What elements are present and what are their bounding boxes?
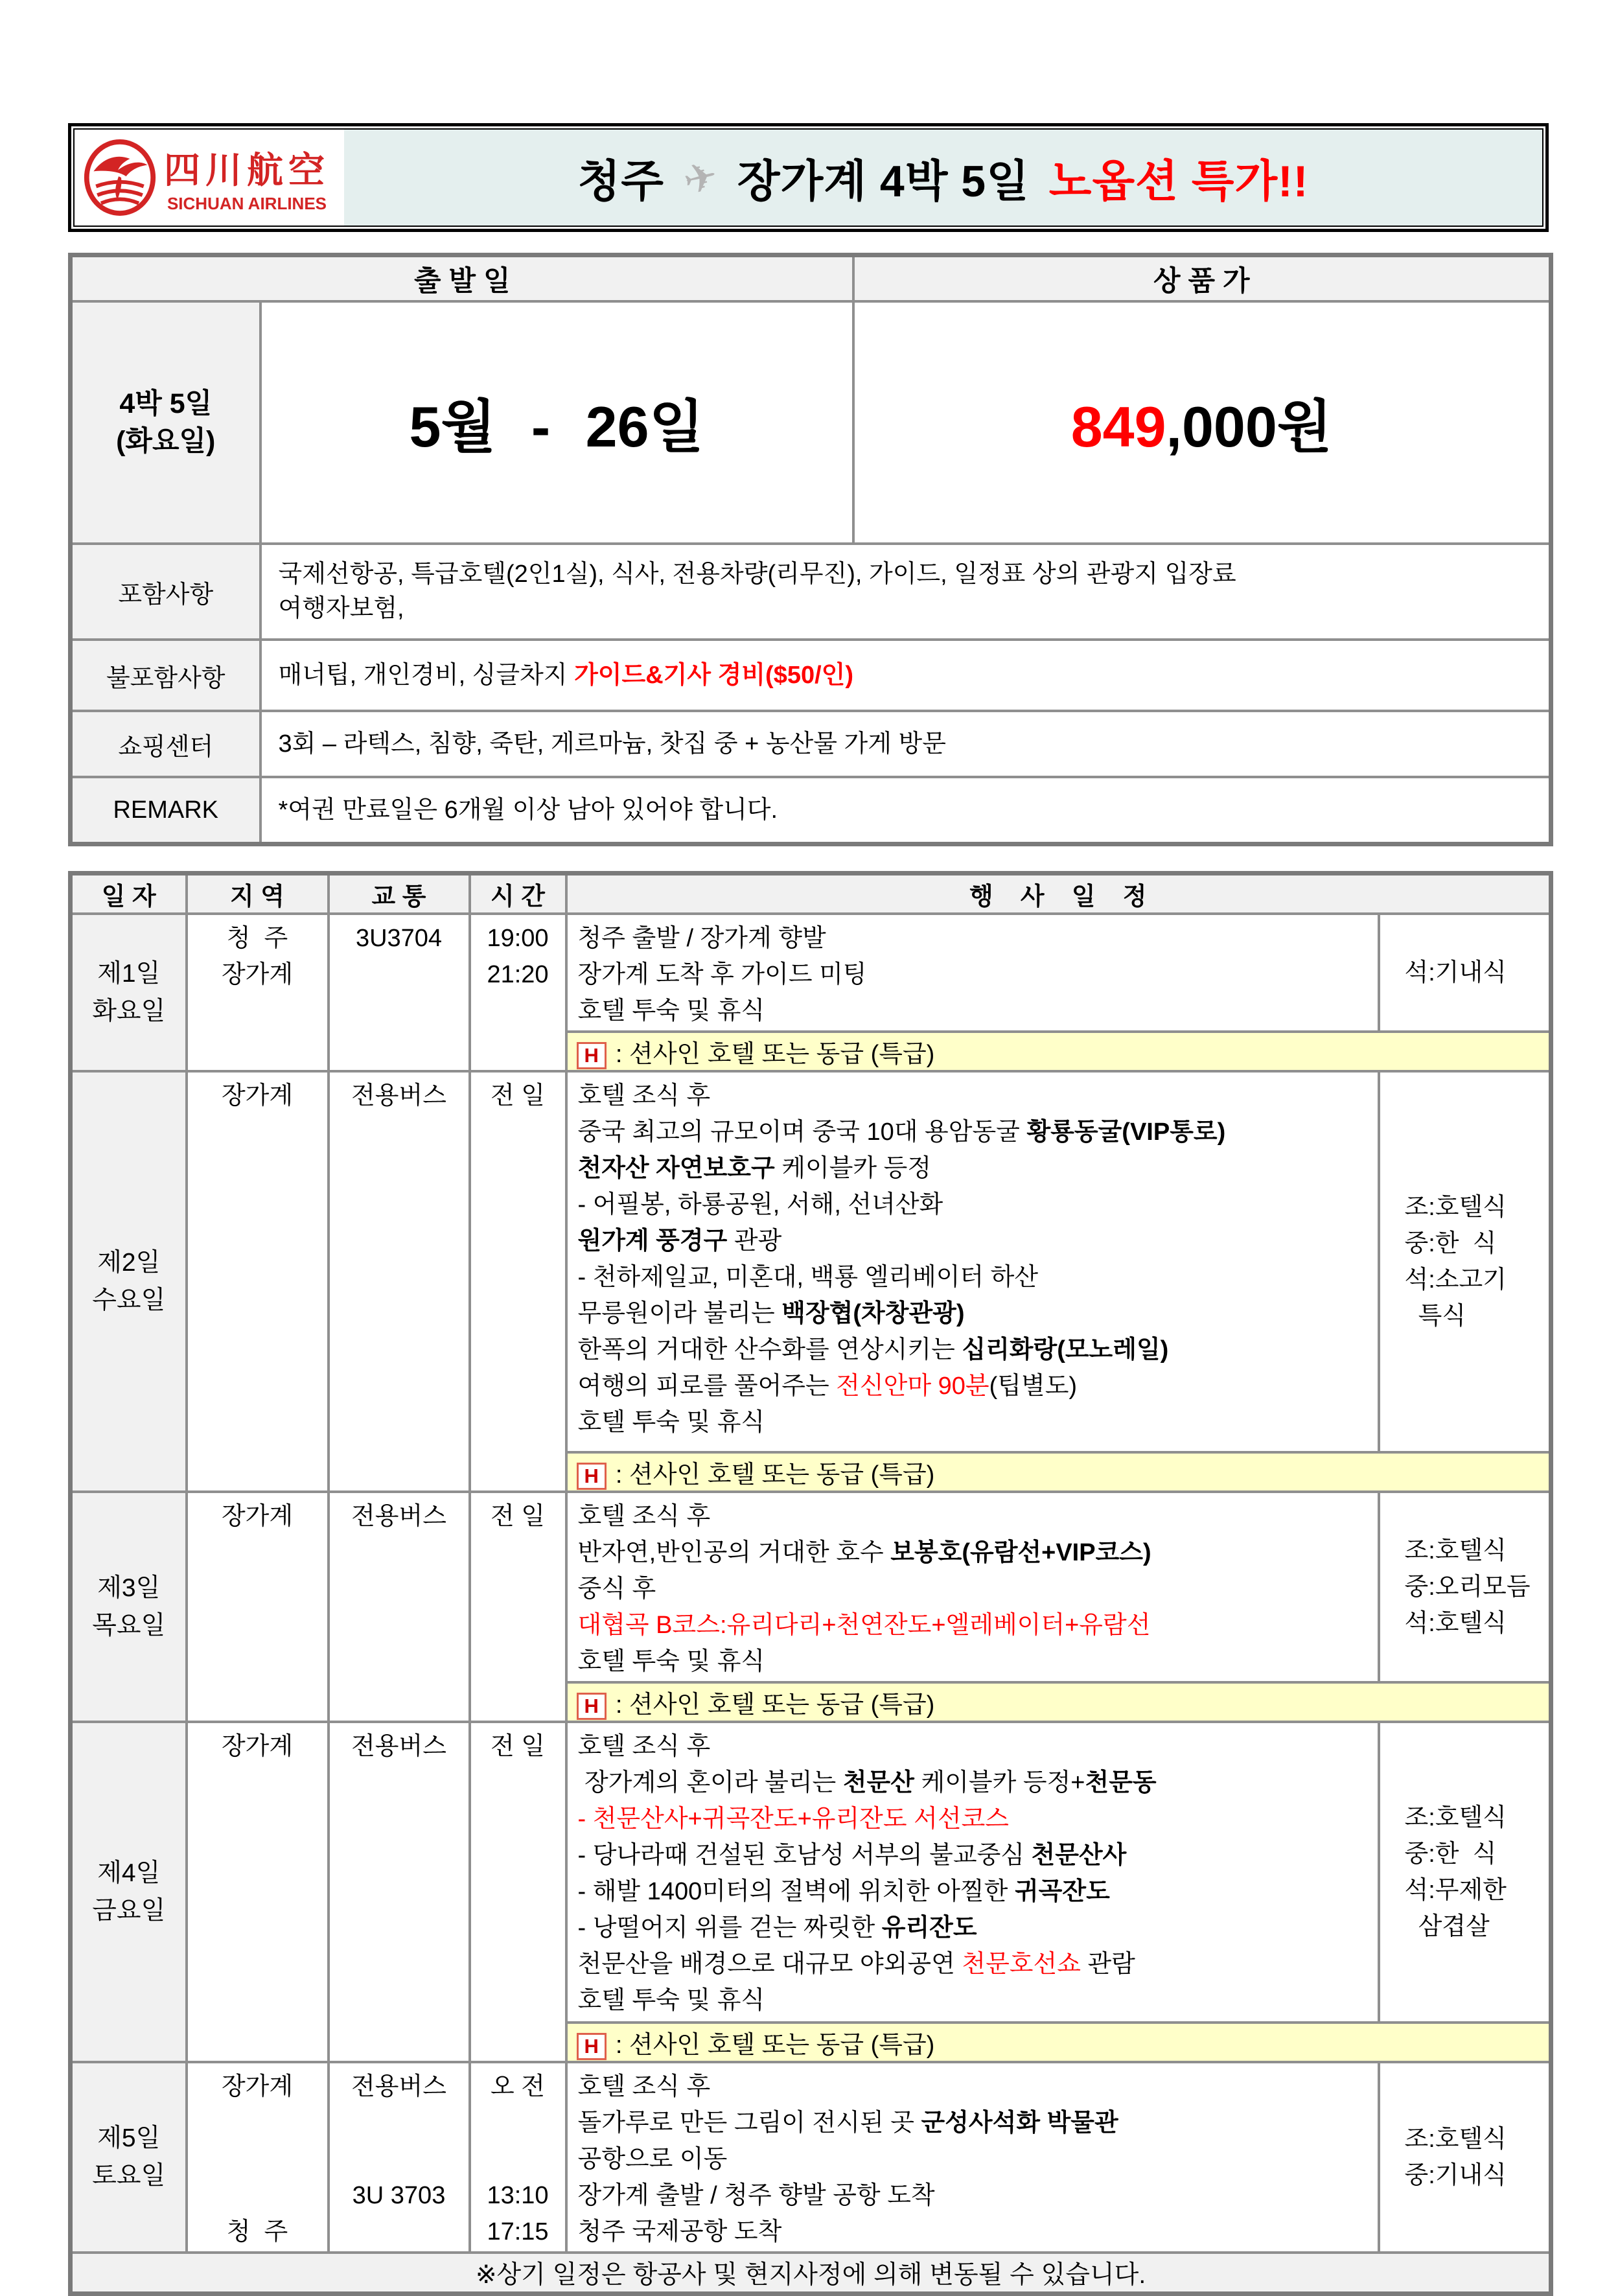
meals-cell <box>1379 1071 1551 1452</box>
cell-line: 전용버스 <box>351 1082 446 1109</box>
day-cell <box>71 1722 187 2062</box>
transport-cell <box>329 1492 470 1722</box>
text-segment: 천문산 <box>842 1769 914 1796</box>
text-segment: 호텔 투숙 및 휴식 <box>577 1987 765 2014</box>
text-segment: 대협곡 B코스:유리다리+천연잔도+엘레베이터+유람선 <box>577 1612 1151 1639</box>
info-value-line <box>279 658 1543 693</box>
cell-line: 장가계 <box>221 1082 294 1109</box>
schedule-line <box>578 1982 1371 2019</box>
itinerary-day-row <box>71 914 1551 1032</box>
transport-cell <box>329 1722 470 2062</box>
schedule-cell <box>566 2062 1379 2253</box>
day-weekday: 목요일 <box>92 1611 166 1640</box>
info-row-label: 포함사항 <box>71 544 260 640</box>
text-segment: 청주 국제공항 도착 <box>577 2218 782 2245</box>
info-row-value <box>260 544 1551 640</box>
text-segment: 백장협(차창관광) <box>781 1300 965 1327</box>
cell-line: 석:기내식 <box>1404 959 1507 986</box>
text-segment: 중식 후 <box>577 1575 656 1603</box>
footer-note-row <box>71 2253 1551 2294</box>
cell-line: 청 주 <box>226 2218 288 2245</box>
itinerary-day-row <box>71 1492 1551 1682</box>
text-segment: 3회 – 라텍스, 침향, 죽탄, 게르마늄, 찻집 중 + 농산물 가게 방문 <box>278 730 946 758</box>
cell-line: 석:호텔식 <box>1404 1610 1507 1637</box>
schedule-line <box>578 1643 1371 1680</box>
hotel-icon: H <box>577 1693 607 1720</box>
schedule-line <box>578 2105 1371 2141</box>
cell-line: 장가계 <box>221 1733 294 1760</box>
text-segment: *여권 만료일은 6개월 이상 남아 있어야 합니다. <box>278 796 778 824</box>
schedule-line <box>578 2141 1371 2177</box>
hotel-note-text: : 션사인 호텔 또는 동급 (특급) <box>615 1041 935 1068</box>
time-cell <box>470 1722 566 2062</box>
schedule-line <box>578 1498 1371 1535</box>
text-segment: 호텔 조식 후 <box>577 2073 711 2100</box>
cell-line: 특식 <box>1404 1303 1466 1330</box>
duration-cell <box>71 301 260 544</box>
document-content <box>68 123 1549 2296</box>
cell-line <box>330 2141 468 2177</box>
schedule-line <box>578 1607 1371 1643</box>
cell-line <box>189 2141 327 2177</box>
cell-line: 중:오리모듬 <box>1404 1573 1531 1601</box>
day-cell <box>71 1492 187 1722</box>
text-segment: 케이블카 등정 <box>774 1155 932 1182</box>
cell-line: 장가계 <box>221 961 294 988</box>
text-segment: 원가계 풍경구 <box>577 1227 728 1255</box>
airline-bird-logo-icon <box>82 138 157 217</box>
transport-cell <box>329 2062 470 2253</box>
header-time: 시 간 <box>470 874 566 914</box>
text-segment: 한폭의 거대한 산수화를 연상시키는 <box>577 1336 962 1363</box>
airline-logo-text <box>164 142 330 214</box>
text-segment: 호텔 조식 후 <box>577 1082 711 1109</box>
info-row-value <box>260 777 1551 844</box>
cell-line: 전용버스 <box>351 2073 446 2100</box>
itinerary-day-row <box>71 2062 1551 2253</box>
day-number: 제5일 <box>97 2124 161 2152</box>
airline-name-chinese: 四川航空 <box>164 150 330 191</box>
text-segment: 무릉원이라 불리는 <box>577 1300 782 1327</box>
cell-line: 조:호텔식 <box>1404 1804 1507 1831</box>
cell-line: 3U3704 <box>355 925 443 952</box>
text-segment: 중국 최고의 규모이며 중국 10대 용암동굴 <box>577 1119 1027 1146</box>
schedule-line <box>578 1078 1371 1114</box>
text-segment: 호텔 투숙 및 휴식 <box>577 1409 765 1436</box>
hotel-icon: H <box>577 1042 607 1069</box>
schedule-cell <box>566 914 1379 1032</box>
text-segment: 천문산사 <box>1031 1842 1127 1869</box>
day-weekday: 수요일 <box>92 1286 166 1314</box>
info-value-line <box>279 793 1543 828</box>
text-segment: 천문호선쇼 <box>962 1951 1081 1978</box>
text-segment: 여행의 피로를 풀어주는 <box>577 1373 837 1400</box>
day-weekday: 금요일 <box>92 1896 166 1925</box>
title-highlight: 노옵션 특가!! <box>1048 156 1309 206</box>
day-weekday: 토요일 <box>92 2162 166 2190</box>
info-row-label: 쇼핑센터 <box>71 711 260 777</box>
info-row-value <box>260 640 1551 711</box>
departure-date-cell: 5월 - 26일 <box>260 301 853 544</box>
text-segment: 십리화랑(모노레일) <box>962 1336 1169 1363</box>
cell-line: 13:10 <box>487 2182 549 2209</box>
schedule-line <box>578 1765 1371 1801</box>
info-table-header-row <box>71 255 1551 302</box>
schedule-cell <box>566 1492 1379 1682</box>
info-row <box>71 777 1551 844</box>
schedule-cell <box>566 1722 1379 2023</box>
cell-line <box>472 2105 564 2141</box>
itinerary-day-row <box>71 1722 1551 2023</box>
region-cell <box>187 1071 329 1492</box>
header-date: 일 자 <box>71 874 187 914</box>
header-banner-inner <box>73 128 1543 227</box>
text-segment: 돌가루로 만든 그림이 전시된 곳 <box>577 2109 921 2137</box>
footer-note: ※상기 일정은 항공사 및 현지사정에 의해 변동될 수 있습니다. <box>71 2253 1551 2294</box>
duration-label: 4박 5일 <box>119 388 213 419</box>
cell-line: 전 일 <box>491 1733 545 1760</box>
text-segment: 케이블카 등정+ <box>914 1769 1085 1796</box>
title-destination: 장가계 4박 5일 <box>737 156 1030 206</box>
text-segment: 군성사석화 박물관 <box>921 2109 1118 2137</box>
region-cell <box>187 1722 329 2062</box>
itinerary-day-row <box>71 1071 1551 1452</box>
schedule-line <box>578 2069 1371 2105</box>
text-segment: 공항으로 이동 <box>577 2146 728 2173</box>
schedule-line <box>578 1571 1371 1607</box>
schedule-line <box>578 1801 1371 1837</box>
text-segment: 천자산 자연보호구 <box>577 1155 775 1182</box>
day-number: 제4일 <box>97 1859 161 1887</box>
cell-line: 오 전 <box>491 2073 545 2100</box>
sichuan-airlines-logo <box>75 130 344 226</box>
cell-line: 17:15 <box>487 2218 549 2245</box>
meals-cell <box>1379 1492 1551 1682</box>
text-segment: - 천문산사+귀곡잔도+유리잔도 서선코스 <box>577 1805 1009 1833</box>
price-row <box>71 301 1551 544</box>
cell-line: 장가계 <box>221 1503 294 1530</box>
cell-line: 전용버스 <box>351 1733 446 1760</box>
cell-line: 청 주 <box>226 925 288 952</box>
transport-cell <box>329 914 470 1071</box>
cell-line: 전용버스 <box>351 1503 446 1530</box>
meals-cell <box>1379 1722 1551 2023</box>
meals-cell <box>1379 914 1551 1032</box>
duration-weekday: (화요일) <box>116 426 216 457</box>
time-cell <box>470 914 566 1071</box>
text-segment: 관광 <box>727 1227 782 1255</box>
hotel-note-cell <box>566 1452 1551 1492</box>
hotel-note-text: : 션사인 호텔 또는 동급 (특급) <box>615 1461 935 1489</box>
text-segment: - 낭떨어지 위를 걷는 짜릿한 <box>577 1914 882 1942</box>
text-segment: 호텔 조식 후 <box>577 1503 711 1530</box>
region-cell <box>187 914 329 1071</box>
text-segment: 장가계 출발 / 청주 향발 공항 도착 <box>577 2182 935 2209</box>
schedule-line <box>578 1837 1371 1873</box>
text-segment: 호텔 투숙 및 휴식 <box>577 1648 765 1675</box>
day-weekday: 화요일 <box>92 997 166 1025</box>
info-row <box>71 640 1551 711</box>
cell-line <box>189 2105 327 2141</box>
schedule-line <box>578 1946 1371 1982</box>
page-title <box>344 146 1542 209</box>
price-cell <box>853 301 1551 544</box>
cell-line <box>472 2141 564 2177</box>
text-segment: 반자연,반인공의 거대한 호수 <box>577 1539 891 1566</box>
schedule-line <box>578 957 1371 993</box>
schedule-line <box>578 1223 1371 1259</box>
schedule-line <box>578 1368 1371 1404</box>
day-number: 제3일 <box>97 1573 161 1602</box>
cell-line: 조:호텔식 <box>1404 1537 1507 1564</box>
schedule-line <box>578 1259 1371 1295</box>
text-segment: 귀곡잔도 <box>1014 1878 1110 1905</box>
price-amount: 849 <box>1070 395 1166 459</box>
text-segment: 유리잔도 <box>881 1914 977 1942</box>
title-origin: 청주 <box>577 156 664 206</box>
day-number: 제2일 <box>97 1248 161 1277</box>
schedule-line <box>578 2214 1371 2250</box>
time-cell <box>470 2062 566 2253</box>
schedule-line <box>578 1728 1371 1765</box>
schedule-line <box>578 1332 1371 1368</box>
text-segment: 호텔 조식 후 <box>577 1733 711 1760</box>
cell-line <box>330 2214 468 2250</box>
itinerary-header-row <box>71 874 1551 914</box>
text-segment: 관람 <box>1080 1951 1135 1978</box>
cell-line: 19:00 <box>487 925 549 952</box>
cell-line: 전 일 <box>491 1503 545 1530</box>
info-row-value <box>260 711 1551 777</box>
cell-line: 중:한 식 <box>1404 1840 1497 1868</box>
text-segment: 국제선항공, 특급호텔(2인1실), 식사, 전용차량(리무진), 가이드, 일정표 상의 관광지 입장료 <box>278 561 1236 588</box>
price-header: 상 품 가 <box>853 255 1551 302</box>
cell-line: 석:무제한 <box>1404 1877 1507 1904</box>
text-segment: 매너팁, 개인경비, 싱글차지 <box>278 661 575 689</box>
region-cell <box>187 1492 329 1722</box>
text-segment: 황룡동굴(VIP통로) <box>1026 1119 1226 1146</box>
hotel-icon: H <box>577 2033 607 2060</box>
hotel-note-text: : 션사인 호텔 또는 동급 (특급) <box>615 2032 935 2059</box>
schedule-line <box>578 920 1371 957</box>
cell-line: 석:소고기 <box>1404 1266 1507 1293</box>
region-cell <box>187 2062 329 2253</box>
schedule-line <box>578 1910 1371 1946</box>
schedule-line <box>578 1187 1371 1223</box>
text-segment: 청주 출발 / 장가계 향발 <box>577 925 826 952</box>
hotel-icon: H <box>577 1463 607 1490</box>
text-segment: - 당나라때 건설된 호남성 서부의 불교중심 <box>577 1842 1032 1869</box>
cell-line: 중:기내식 <box>1404 2162 1507 2189</box>
cell-line <box>189 2177 327 2214</box>
text-segment: - 해발 1400미터의 절벽에 위치한 아찔한 <box>577 1878 1015 1905</box>
text-segment: 호텔 투숙 및 휴식 <box>577 997 765 1025</box>
info-value-line <box>279 727 1543 761</box>
info-value-line <box>279 592 1543 626</box>
schedule-line <box>578 1295 1371 1332</box>
day-cell <box>71 1071 187 1492</box>
hotel-note-cell <box>566 1032 1551 1071</box>
airplane-icon: ✈ <box>678 152 723 204</box>
info-value-line <box>279 557 1543 592</box>
product-info-table <box>68 253 1553 846</box>
info-row-label: REMARK <box>71 777 260 844</box>
day-number: 제1일 <box>97 959 161 988</box>
transport-cell <box>329 1071 470 1492</box>
header-schedule: 행 사 일 정 <box>566 874 1551 914</box>
time-cell <box>470 1492 566 1722</box>
meals-cell <box>1379 2062 1551 2253</box>
cell-line: 중:한 식 <box>1404 1230 1497 1257</box>
header-banner <box>68 123 1549 232</box>
hotel-note-cell <box>566 2023 1551 2062</box>
cell-line: 3U 3703 <box>352 2182 446 2209</box>
cell-line: 조:호텔식 <box>1404 1194 1507 1221</box>
hotel-note-text: : 션사인 호텔 또는 동급 (특급) <box>615 1691 935 1719</box>
cell-line: 삼겹살 <box>1404 1913 1490 1940</box>
header-transport: 교 통 <box>329 874 470 914</box>
text-segment: (팁별도) <box>989 1373 1078 1400</box>
schedule-cell <box>566 1071 1379 1452</box>
text-segment: 장가계 도착 후 가이드 미팅 <box>577 961 867 988</box>
departure-date-header: 출 발 일 <box>71 255 853 302</box>
text-segment: - 어필봉, 하룡공원, 서해, 선녀산화 <box>577 1191 943 1218</box>
info-row <box>71 711 1551 777</box>
text-segment: 천문동 <box>1085 1769 1157 1796</box>
cell-line: 21:20 <box>487 961 549 988</box>
airline-name-english: SICHUAN AIRLINES <box>167 193 327 213</box>
text-segment: 여행자보험, <box>278 595 404 622</box>
text-segment: 전신안마 90분 <box>836 1373 989 1400</box>
time-cell <box>470 1071 566 1492</box>
cell-line: 장가계 <box>221 2073 294 2100</box>
header-region: 지 역 <box>187 874 329 914</box>
schedule-line <box>578 1404 1371 1441</box>
price-suffix: ,000원 <box>1166 395 1332 459</box>
schedule-line <box>578 2177 1371 2214</box>
day-cell <box>71 914 187 1071</box>
schedule-line <box>578 1873 1371 1910</box>
schedule-line <box>578 1535 1371 1571</box>
text-segment: 천문산을 배경으로 대규모 야외공연 <box>577 1951 962 1978</box>
text-segment: - 천하제일교, 미혼대, 백룡 엘리베이터 하산 <box>577 1264 1039 1291</box>
cell-line <box>330 2105 468 2141</box>
hotel-note-cell <box>566 1682 1551 1722</box>
schedule-line <box>578 993 1371 1029</box>
cell-line: 조:호텔식 <box>1404 2126 1507 2153</box>
text-segment: 보봉호(유람선+VIP코스) <box>890 1539 1151 1566</box>
schedule-line <box>578 1150 1371 1187</box>
day-cell <box>71 2062 187 2253</box>
itinerary-table <box>68 871 1553 2296</box>
info-row-label: 불포함사항 <box>71 640 260 711</box>
cell-line: 전 일 <box>491 1082 545 1109</box>
info-row <box>71 544 1551 640</box>
text-segment: 가이드&기사 경비($50/인) <box>574 661 854 689</box>
text-segment: 장가계의 혼이라 불리는 <box>577 1769 843 1796</box>
schedule-line <box>578 1114 1371 1150</box>
